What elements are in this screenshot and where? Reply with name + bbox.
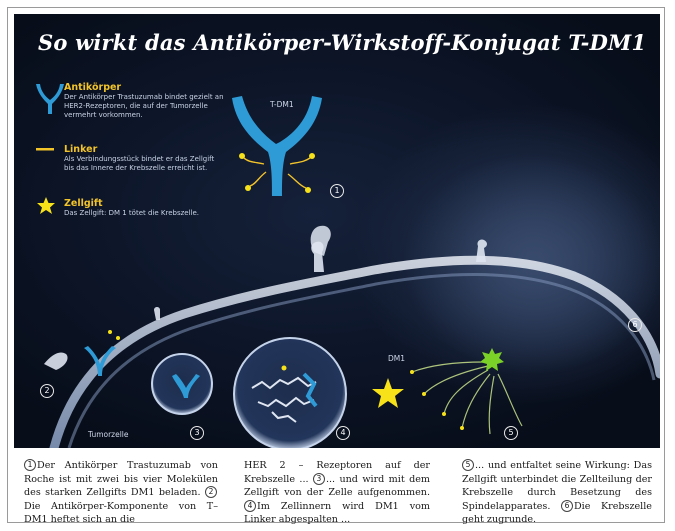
spindle-toxin-dots bbox=[410, 370, 464, 430]
step-marker-6: 6 bbox=[628, 318, 642, 332]
step-marker-3: 3 bbox=[190, 426, 204, 440]
legend-heading: Antikörper bbox=[64, 82, 122, 93]
caption-text: Der Antikörper Trastuzumab von Roche ist mit zwei bis vier Molekülen des starken Zellgifts DM1 beladen. bbox=[24, 460, 218, 498]
page-title: So wirkt das Antikörper-Wirkstoff-Konjugat T-DM1 bbox=[38, 30, 647, 55]
caption-text: HER 2 – Rezeptoren auf der Krebszelle ... bbox=[244, 460, 430, 485]
caption-number: 1 bbox=[24, 459, 36, 471]
caption-number: 2 bbox=[205, 486, 217, 498]
legend-antibody bbox=[38, 82, 238, 120]
caption-column-2 bbox=[244, 459, 430, 527]
legend-toxin bbox=[38, 198, 238, 218]
legend-heading: Zellgift bbox=[64, 198, 103, 209]
caption-column-1 bbox=[24, 459, 218, 527]
caption-column-3 bbox=[462, 459, 652, 527]
vesicle-4 bbox=[234, 338, 346, 448]
antibody-binding bbox=[44, 330, 120, 376]
caption-number: 6 bbox=[561, 500, 573, 512]
diagram-panel bbox=[14, 14, 660, 448]
legend-text: Der Antikörper Trastuzumab bindet gezielt an HER2-Rezeptoren, die auf der Tumorzelle vermehrt vorkommen. bbox=[64, 93, 224, 119]
tdm1-antibody bbox=[232, 96, 322, 196]
dm1-label: DM1 bbox=[388, 354, 406, 363]
legend-text: Als Verbindungsstück bindet er das Zellgift bis das Innere der Krebszelle erreicht ist. bbox=[64, 155, 215, 172]
toxin-dot bbox=[282, 366, 287, 371]
dm1-toxin bbox=[372, 378, 404, 408]
caption-text: ... und entfaltet seine Wirkung: Das Zellgift unterbindet die Zellteilung der Krebszelle durch Besetzung des Spindelapparates. bbox=[462, 460, 652, 512]
tdm1-label: T-DM1 bbox=[270, 100, 294, 109]
caption-number: 3 bbox=[313, 473, 325, 485]
legend-linker bbox=[38, 144, 238, 173]
step-marker-5: 5 bbox=[504, 426, 518, 440]
caption-number: 5 bbox=[462, 459, 474, 471]
illustration bbox=[14, 14, 660, 448]
caption-number: 4 bbox=[244, 500, 256, 512]
spindle-apparatus bbox=[412, 362, 522, 434]
legend-text: Das Zellgift: DM 1 tötet die Krebszelle. bbox=[64, 209, 200, 217]
caption-text: ... und wird mit dem Zellgift von der Zelle aufgenommen. bbox=[244, 473, 430, 498]
legend-heading: Linker bbox=[64, 144, 98, 155]
caption-text: Im Zellinnern wird DM1 vom Linker abgespalten ... bbox=[244, 500, 430, 525]
step-marker-4: 4 bbox=[336, 426, 350, 440]
caption-text: Die Antikörper-Komponente von T–DM1 heftet sich an die bbox=[24, 500, 218, 525]
tumorzelle-label: Tumorzelle bbox=[88, 430, 129, 439]
step-marker-2: 2 bbox=[40, 384, 54, 398]
caption-text: Die Krebszelle geht zugrunde. bbox=[462, 500, 652, 525]
step-marker-1: 1 bbox=[330, 184, 344, 198]
